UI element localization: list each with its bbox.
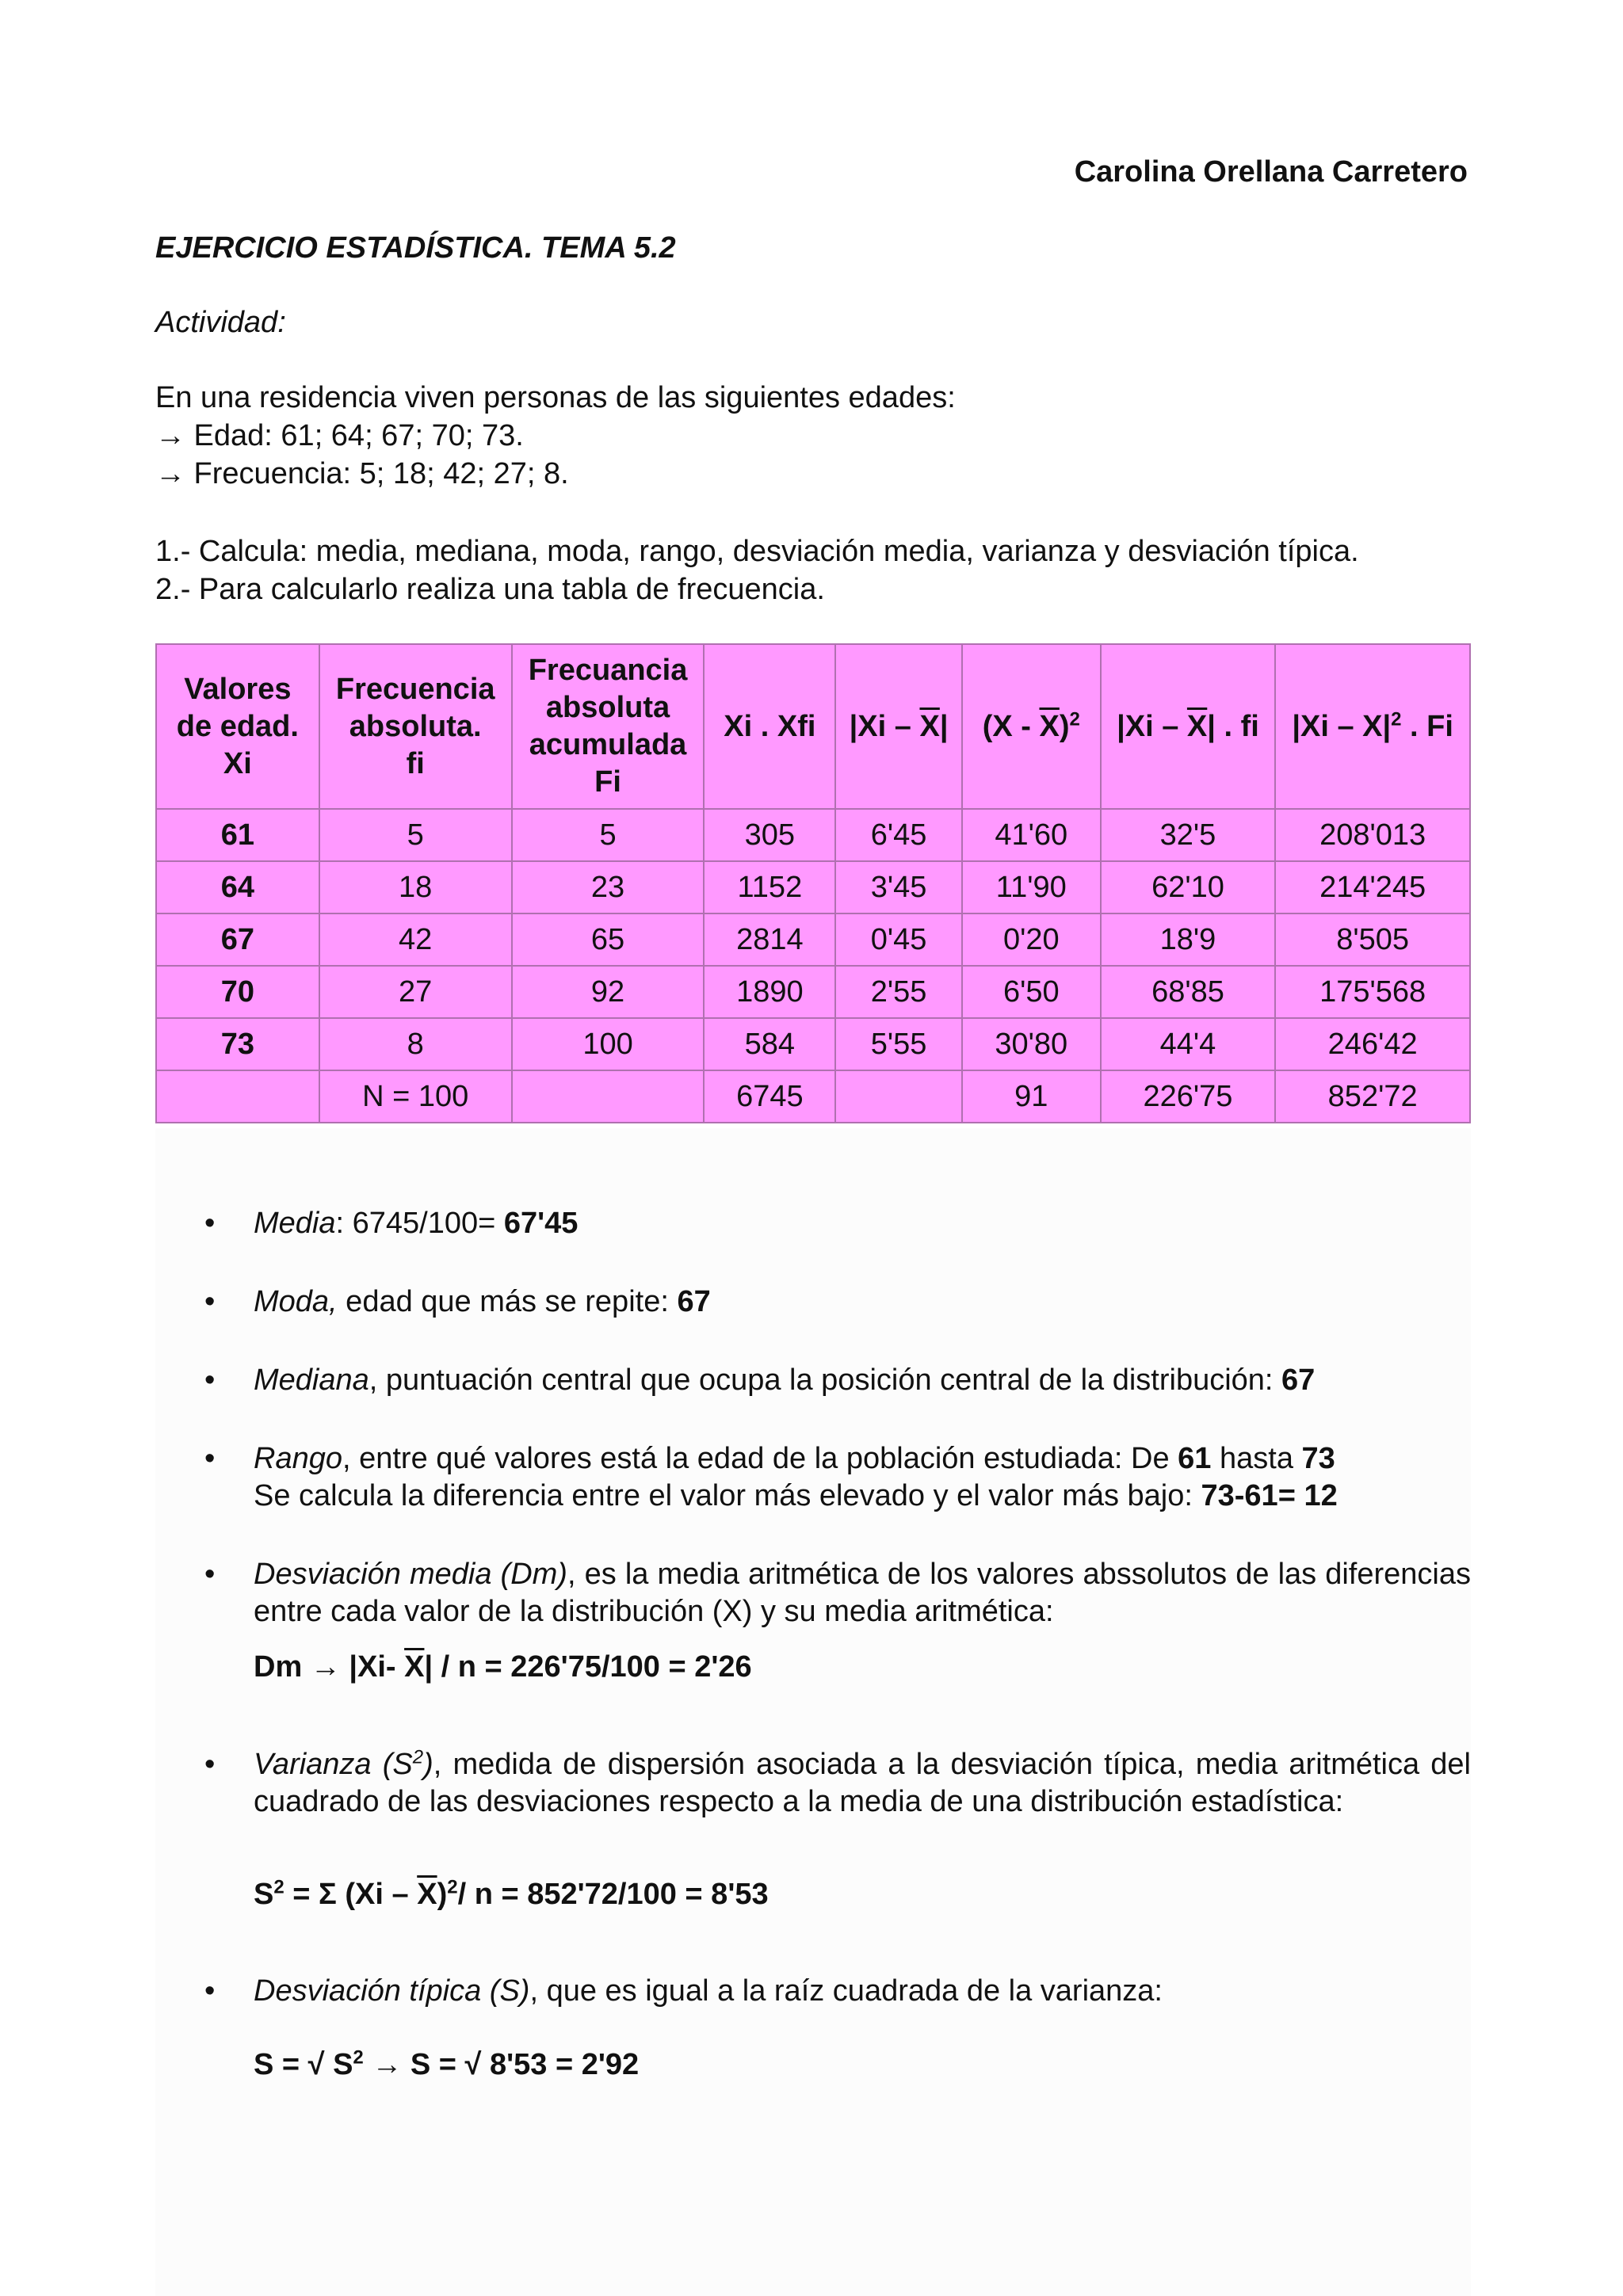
header-abs-deviation-fi: $|Xi - \overline{X}|$ . fi xyxy=(1101,644,1276,809)
header-squared-deviation: $(X - \overline{X})^2$ xyxy=(962,644,1101,809)
table-row xyxy=(156,966,1470,1018)
bullet: • xyxy=(204,1558,216,1591)
table-cell: 8 xyxy=(319,1018,512,1070)
table-header-row xyxy=(156,644,1470,809)
table-cell: 18 xyxy=(319,861,512,913)
frequency-table xyxy=(155,643,1471,1123)
table-cell: 62'10 xyxy=(1101,861,1276,913)
table-cell: 1152 xyxy=(704,861,835,913)
table-cell: 6745 xyxy=(704,1070,835,1123)
table-cell: 5 xyxy=(319,809,512,861)
table-cell: 100 xyxy=(512,1018,705,1070)
table-cell: 2'55 xyxy=(835,966,962,1018)
table-cell: 305 xyxy=(704,809,835,861)
table-cell: 18'9 xyxy=(1101,913,1276,966)
table-cell: 91 xyxy=(962,1070,1101,1123)
table-cell: 6'50 xyxy=(962,966,1101,1018)
intro-paragraph xyxy=(155,379,956,493)
table-cell: 8'505 xyxy=(1275,913,1470,966)
table-cell: 852'72 xyxy=(1275,1070,1470,1123)
table-cell: 3'45 xyxy=(835,861,962,913)
table-cell: 0'45 xyxy=(835,913,962,966)
table-cell: 175'568 xyxy=(1275,966,1470,1018)
frequencies-line: → Frecuencia: 5; 18; 42; 27; 8. xyxy=(155,457,569,490)
bullet: • xyxy=(204,1207,216,1240)
table-cell: 246'42 xyxy=(1275,1018,1470,1070)
table-cell: 65 xyxy=(512,913,705,966)
author-name: Carolina Orellana Carretero xyxy=(1074,155,1468,189)
activity-label: Actividad: xyxy=(155,306,286,339)
table-row xyxy=(156,809,1470,861)
table-cell: 42 xyxy=(319,913,512,966)
varianza-formula: $S^2 = \Sigma$ $(Xi - \overline{X})^2/$ n = 852'72/100 = 8'53 xyxy=(254,1876,769,1911)
moda-text: Moda, edad que más se repite: 67 xyxy=(254,1285,711,1318)
table-cell: 1890 xyxy=(704,966,835,1018)
table-cell: 5 xyxy=(512,809,705,861)
dm-text: Desviación media (Dm), es la media aritmética de los valores abssolutos de las diferencias entre cada valor de la distribución (X) y su media aritmética: xyxy=(254,1558,1471,1628)
table-row xyxy=(156,861,1470,913)
table-cell: 64 xyxy=(156,861,319,913)
table-cell: 67 xyxy=(156,913,319,966)
header-values: Valores de edad. Xi xyxy=(156,644,319,809)
table-cell: 6'45 xyxy=(835,809,962,861)
table-cell xyxy=(835,1070,962,1123)
table-cell: 0'20 xyxy=(962,913,1101,966)
table-cell: 92 xyxy=(512,966,705,1018)
bullet: • xyxy=(204,1442,216,1475)
document-title: EJERCICIO ESTADÍSTICA. TEMA 5.2 xyxy=(155,231,676,265)
sd-formula: S = √ $S^2 \to S$ = √ 8'53 = 2'92 xyxy=(254,2046,640,2081)
table-row xyxy=(156,1018,1470,1070)
media-text: Media: 6745/100= 67'45 xyxy=(254,1207,579,1240)
table-cell: 30'80 xyxy=(962,1018,1101,1070)
table-cell: 208'013 xyxy=(1275,809,1470,861)
table-cell: 41'60 xyxy=(962,809,1101,861)
table-cell: 68'85 xyxy=(1101,966,1276,1018)
header-squared-deviation-fi: $|Xi - X|^2$ . Fi xyxy=(1275,644,1470,809)
bullet: • xyxy=(204,1363,216,1397)
mediana-text: Mediana, puntuación central que ocupa la posición central de la distribución: 67 xyxy=(254,1363,1316,1397)
table-totals-row xyxy=(156,1070,1470,1123)
table-cell xyxy=(156,1070,319,1123)
table-cell: 214'245 xyxy=(1275,861,1470,913)
intro-line: En una residencia viven personas de las siguientes edades: xyxy=(155,381,956,414)
tasks-paragraph xyxy=(155,532,1359,608)
table-row xyxy=(156,913,1470,966)
table-cell: 5'55 xyxy=(835,1018,962,1070)
ages-line: → Edad: 61; 64; 67; 70; 73. xyxy=(155,419,524,452)
header-abs-deviation: $|Xi - \overline{X}|$ xyxy=(835,644,962,809)
table-cell: 23 xyxy=(512,861,705,913)
table-cell: 11'90 xyxy=(962,861,1101,913)
table-cell xyxy=(512,1070,705,1123)
table-cell: 584 xyxy=(704,1018,835,1070)
header-absolute-frequency: Frecuencia absoluta. fi xyxy=(319,644,512,809)
bullet: • xyxy=(204,1974,216,2008)
sd-text: Desviación típica (S), que es igual a la raíz cuadrada de la varianza: xyxy=(254,1974,1163,2008)
dm-formula: Dm → |Xi- $\overline{X}| / n = 226'75/100 = 2'26$ xyxy=(254,1650,752,1684)
table-cell: 2814 xyxy=(704,913,835,966)
varianza-text: Varianza $(S^2)$, medida de dispersión asociada a la desviación típica, media aritmética del cuadrado de las desviaciones respecto a la media de una distribución estadística: xyxy=(254,1746,1472,1818)
bullet: • xyxy=(204,1285,216,1318)
table-cell: 61 xyxy=(156,809,319,861)
table-cell: 27 xyxy=(319,966,512,1018)
table-cell: 226'75 xyxy=(1101,1070,1276,1123)
header-product: Xi . Xfi xyxy=(704,644,835,809)
table-cell: 73 xyxy=(156,1018,319,1070)
task-2: 2.- Para calcularlo realiza una tabla de frecuencia. xyxy=(155,573,825,606)
table-cell: 70 xyxy=(156,966,319,1018)
table-cell: 32'5 xyxy=(1101,809,1276,861)
task-1: 1.- Calcula: media, mediana, moda, rango, desviación media, varianza y desviación típica. xyxy=(155,535,1359,568)
results-section xyxy=(155,1128,1471,2296)
header-cumulative-frequency: Frecuancia absoluta acumulada Fi xyxy=(512,644,705,809)
rango-text: Rango, entre qué valores está la edad de la población estudiada: De 61 hasta 73 Se calcula la diferencia entre el valor más elevado y el valor más bajo: 73-61= 12 xyxy=(254,1442,1338,1512)
table-cell: 44'4 xyxy=(1101,1018,1276,1070)
bullet: • xyxy=(204,1748,216,1781)
table-cell: N = 100 xyxy=(319,1070,512,1123)
